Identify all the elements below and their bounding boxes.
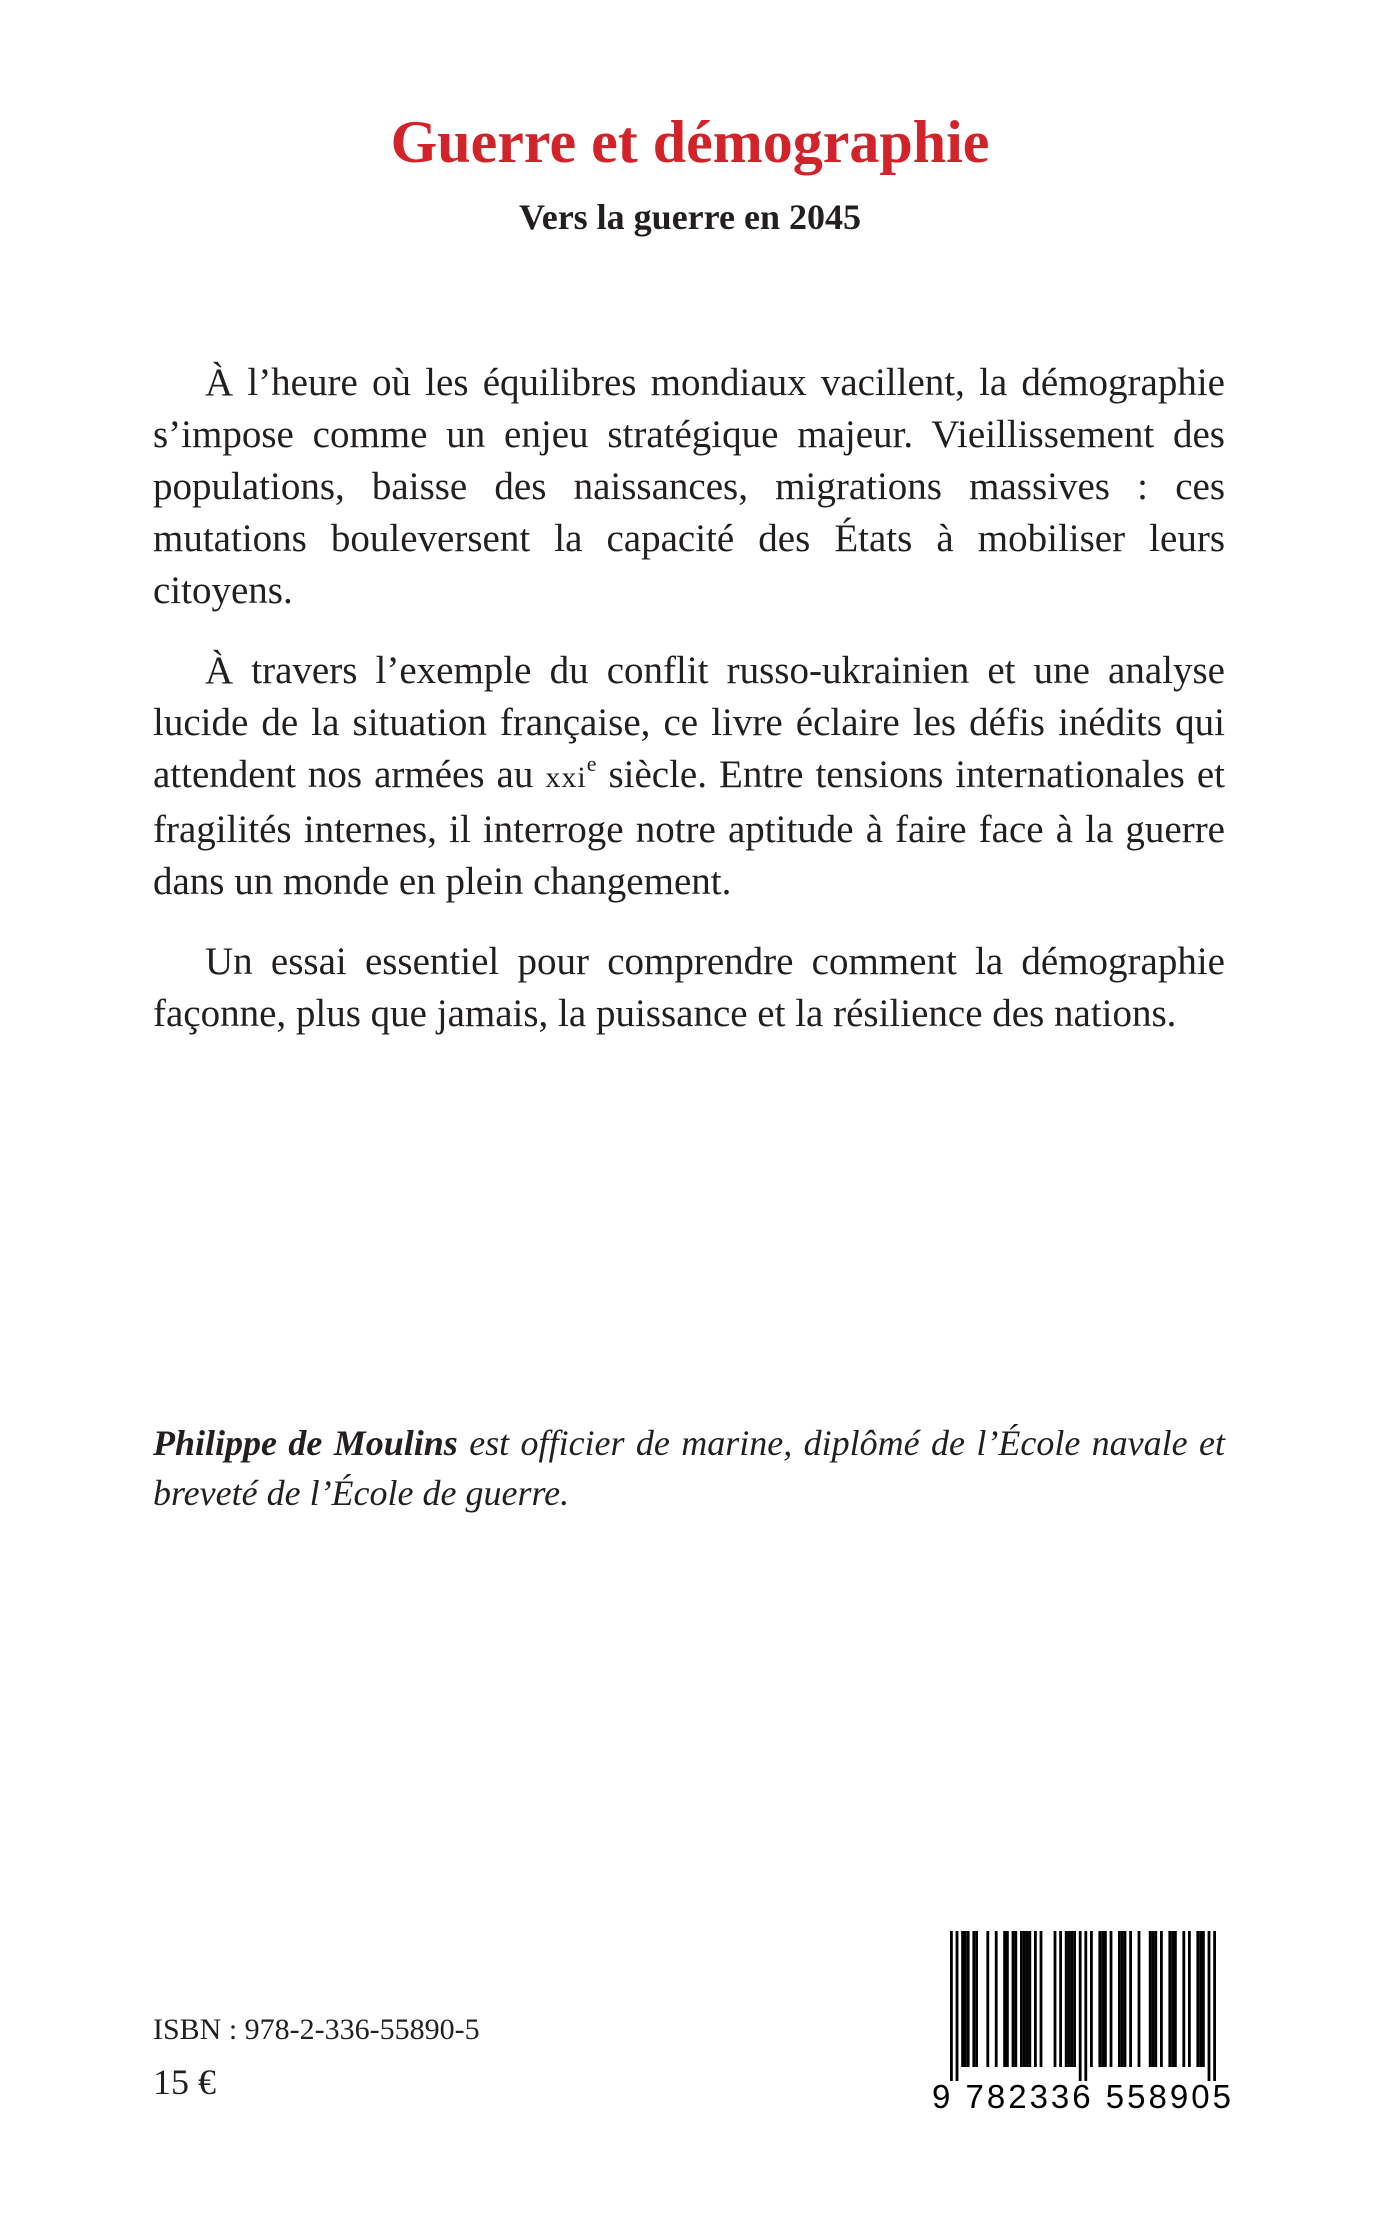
barcode-bar <box>967 1931 970 2067</box>
barcode-bar <box>1065 1931 1068 2067</box>
barcode-bars <box>932 1931 1228 2081</box>
barcode-bar <box>1199 1931 1202 2067</box>
barcode-bar <box>1026 1931 1029 2067</box>
blurb-paragraph-2-start: À travers l’exemple du conflit russo-ukrainien et une analyse lucide de la situation française, ce livre éclaire les défis inédits qui attendent nos armées au <box>153 649 1225 796</box>
barcode-bar <box>1034 1931 1037 2067</box>
price: 15 € <box>153 2062 216 2102</box>
barcode-bar <box>1121 1931 1124 2067</box>
barcode-bar <box>1059 1931 1062 2067</box>
barcode-bar <box>995 1931 998 2067</box>
barcode-bar <box>1138 1931 1141 2067</box>
blurb-paragraph-3: Un essai essentiel pour comprendre comment la démographie façonne, plus que jamais, la puissance et la résilience des nations. <box>153 940 1225 1035</box>
century-numeral: xxi <box>545 761 587 794</box>
barcode-bar <box>1006 1931 1009 2067</box>
barcode-bar <box>1168 1931 1171 2067</box>
barcode-bar <box>1110 1931 1113 2067</box>
barcode-digits: 9 782336 558905 <box>932 2078 1234 2115</box>
barcode-bar <box>1149 1931 1152 2067</box>
barcode-bar <box>1160 1931 1163 2067</box>
barcode-bar <box>1188 1931 1191 2067</box>
author-bio <box>153 1418 1225 1518</box>
barcode-bar <box>975 1931 978 2067</box>
barcode-bar <box>1104 1931 1107 2067</box>
barcode-bar <box>1012 1931 1015 2067</box>
barcode-bar <box>1208 1931 1211 2081</box>
barcode-bar <box>1079 1931 1082 2081</box>
barcode-bar <box>1028 1931 1031 2067</box>
barcode-bar <box>1101 1931 1104 2067</box>
blurb-paragraph-2-end: siècle. Entre tensions internationales et fragilités internes, il interroge notre aptitude à faire face à la guerre dans un monde en plein changement. <box>153 753 1226 903</box>
barcode-bar <box>950 1931 953 2081</box>
blurb <box>153 357 1225 1040</box>
barcode-bar <box>1020 1931 1023 2067</box>
century-superscript: e <box>586 751 597 776</box>
barcode-bar <box>956 1931 959 2081</box>
blurb-paragraph-2 <box>153 645 1225 908</box>
barcode-bar <box>1098 1931 1101 2067</box>
barcode-bar <box>1213 1931 1216 2081</box>
barcode-bar <box>1174 1931 1177 2067</box>
barcode-bar <box>1202 1931 1205 2067</box>
barcode-bar <box>1129 1931 1132 2067</box>
barcode-bar <box>1171 1931 1174 2067</box>
barcode-bar <box>1023 1931 1026 2067</box>
barcode-bar <box>1118 1931 1121 2067</box>
barcode-bar <box>1154 1931 1157 2067</box>
barcode-bar <box>1084 1931 1087 2081</box>
barcode-bar <box>1073 1931 1076 2067</box>
barcode-bar <box>1182 1931 1185 2067</box>
author-bio-text: est officier de marine, diplômé de l’École navale et breveté de l’École de guerre. <box>153 1423 1225 1513</box>
barcode-bar <box>1014 1931 1017 2067</box>
barcode-bar <box>972 1931 975 2067</box>
book-title: Guerre et démographie <box>390 109 990 175</box>
barcode-bar <box>1196 1931 1199 2067</box>
barcode-bar <box>961 1931 964 2067</box>
barcode-bar <box>1090 1931 1093 2067</box>
barcode-bar <box>986 1931 989 2067</box>
barcode-bar <box>1040 1931 1043 2067</box>
blurb-paragraph-1: À l’heure où les équilibres mondiaux vacillent, la démographie s’impose comme un enjeu stratégique majeur. Vieillissement des populations, baisse des naissances, migrations massives : ces mutations bouleversent la capacité des États à mobiliser leurs citoyens. <box>153 361 1225 612</box>
isbn: ISBN : 978-2-336-55890-5 <box>153 2013 480 2046</box>
barcode-bar <box>1054 1931 1057 2067</box>
author-name: Philippe de Moulins <box>153 1423 458 1463</box>
barcode-bar <box>1003 1931 1006 2067</box>
barcode-bar <box>1152 1931 1155 2067</box>
barcode-bar <box>1070 1931 1073 2067</box>
ean13-barcode-icon <box>932 1931 1234 2121</box>
barcode-bar <box>1068 1931 1071 2067</box>
book-subtitle: Vers la guerre en 2045 <box>519 197 861 237</box>
barcode-bar <box>964 1931 967 2067</box>
barcode-bar <box>1124 1931 1127 2067</box>
